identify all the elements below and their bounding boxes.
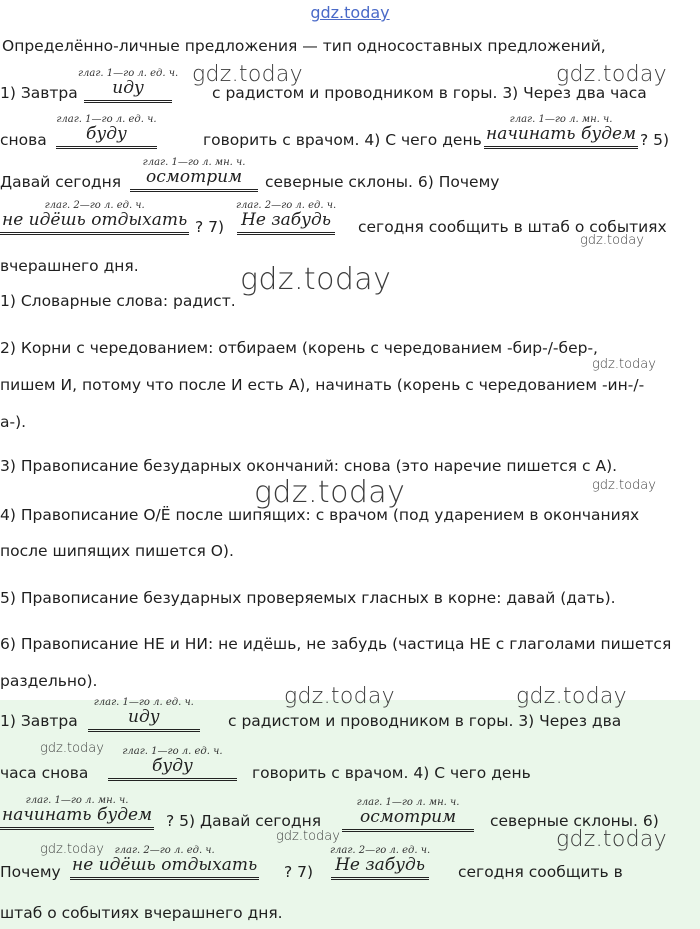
verb-word: не идёшь отдыхать [70, 856, 259, 880]
note-1: 1) Словарные слова: радист. [0, 292, 236, 310]
b1-annot-osmotrim [130, 157, 258, 192]
note-2b: пишем И, потому что после И есть А), начинать (корень с чередованием -ин-/- [0, 376, 645, 394]
heading-text: Определённо-личные предложения — тип односоставных предложений, [2, 37, 606, 55]
grammar-label: глаг. 2—го л. ед. ч. [236, 200, 337, 211]
b2-line4-start: Почему [0, 863, 61, 881]
b1-annot-idu [78, 68, 178, 103]
watermark-text: gdz.today [40, 842, 104, 857]
b2-line2-start: часа снова [0, 764, 89, 782]
verb-word: буду [56, 125, 157, 149]
verb-word: иду [84, 79, 172, 103]
watermark-text: gdz.today [240, 262, 392, 297]
b1-line5: вчерашнего дня. [0, 257, 139, 275]
b2-annot-budu [108, 746, 237, 781]
b1-line1-start: 1) Завтра [0, 84, 78, 102]
b2-annot-nachinat [0, 795, 154, 830]
note-2a: 2) Корни с чередованием: отбираем (корень с чередованием -бир-/-бер-, [0, 339, 598, 357]
watermark-text: gdz.today [556, 62, 667, 87]
note-4b: после шипящих пишется О). [0, 542, 234, 560]
note-5: 5) Правописание безударных проверяемых гласных в корне: давай (дать). [0, 589, 616, 607]
b1-line1-end: с радистом и проводником в горы. 3) Через два часа [212, 84, 647, 102]
verb-word: начинать будем [0, 806, 154, 830]
grammar-label: глаг. 1—го л. ед. ч. [122, 746, 223, 757]
b1-annot-budu [56, 114, 157, 149]
verb-word: не идёшь отдыхать [0, 211, 189, 235]
watermark-text: gdz.today [284, 684, 395, 709]
b1-line2-start: снова [0, 131, 47, 149]
watermark-text: gdz.today [592, 357, 656, 372]
grammar-label: глаг. 2—го л. ед. ч. [44, 200, 145, 211]
note-4a: 4) Правописание О/Ё после шипящих: с врачом (под ударением в окончаниях [0, 506, 640, 524]
b2-line5: штаб о событиях вчерашнего дня. [0, 904, 283, 922]
b1-line3-end: северные склоны. 6) Почему [265, 173, 500, 191]
b2-line4-end: сегодня сообщить в [458, 863, 623, 881]
grammar-label: глаг. 1—го л. ед. ч. [93, 697, 194, 708]
b1-line4-end: сегодня сообщить в штаб о событиях [358, 218, 667, 236]
verb-word: осмотрим [342, 808, 474, 832]
watermark-text: gdz.today [254, 475, 406, 510]
watermark-text: gdz.today [580, 233, 644, 248]
top-watermark-link[interactable]: gdz.today [310, 3, 390, 22]
b1-line3-start: Давай сегодня [0, 173, 122, 191]
b1-annot-nachinat [484, 114, 638, 149]
verb-word: Не забудь [237, 211, 335, 235]
verb-word: осмотрим [130, 168, 258, 192]
b2-line1-end: с радистом и проводником в горы. 3) Через два [228, 712, 622, 730]
b1-line4-mid: ? 7) [195, 218, 225, 236]
grammar-label: глаг. 2—го л. ед. ч. [330, 845, 431, 856]
grammar-label: глаг. 1—го л. мн. ч. [25, 795, 129, 806]
verb-word: начинать будем [484, 125, 638, 149]
grammar-label: глаг. 1—го л. ед. ч. [56, 114, 157, 125]
watermark-text: gdz.today [592, 478, 656, 493]
watermark-text: gdz.today [40, 741, 104, 756]
note-6a: 6) Правописание НЕ и НИ: не идёшь, не забудь (частица НЕ с глаголами пишется [0, 635, 672, 653]
verb-word: иду [88, 708, 200, 732]
watermark-text: gdz.today [192, 62, 303, 87]
b2-annot-nezabud [330, 845, 430, 880]
grammar-label: глаг. 1—го л. мн. ч. [356, 797, 460, 808]
b2-annot-idu [88, 697, 200, 732]
watermark-text: gdz.today [516, 684, 627, 709]
b1-line2-mid: говорить с врачом. 4) С чего день [203, 131, 482, 149]
verb-word: Не забудь [331, 856, 429, 880]
grammar-label: глаг. 1—го л. мн. ч. [142, 157, 246, 168]
b2-annot-osmotrim [342, 797, 474, 832]
b2-line4-mid: ? 7) [284, 863, 314, 881]
grammar-label: глаг. 2—го л. ед. ч. [114, 845, 215, 856]
note-3: 3) Правописание безударных окончаний: снова (это наречие пишется с А). [0, 457, 618, 475]
b2-line2-end: говорить с врачом. 4) С чего день [252, 764, 531, 782]
b1-line2-end: ? 5) [640, 131, 670, 149]
verb-word: буду [108, 757, 237, 781]
note-2c: а-). [0, 413, 27, 431]
b2-line3-mid: ? 5) Давай сегодня [166, 812, 322, 830]
note-6b: раздельно). [0, 672, 98, 690]
b1-annot-nezabud [236, 200, 336, 235]
watermark-text: gdz.today [556, 827, 667, 852]
watermark-text: gdz.today [276, 829, 340, 844]
b1-annot-neidesh [0, 200, 189, 235]
grammar-label: глаг. 1—го л. ед. ч. [78, 68, 179, 79]
grammar-label: глаг. 1—го л. мн. ч. [509, 114, 613, 125]
b2-line1-start: 1) Завтра [0, 712, 78, 730]
b2-line3-end: северные склоны. 6) [490, 812, 659, 830]
